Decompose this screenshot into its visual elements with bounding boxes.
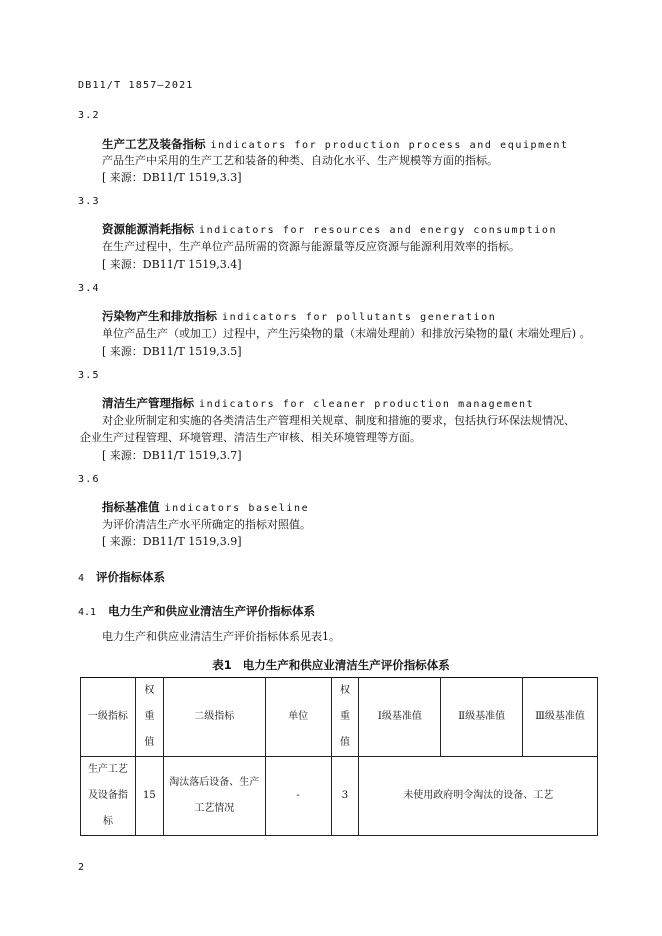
header-weight1-char: 值 [144,737,155,748]
header-weight1 [135,678,163,757]
table-row [81,757,598,836]
header-baseline-2: Ⅱ级基准值 [441,678,523,757]
header-weight2 [331,678,359,757]
subsection-heading [78,603,315,619]
term-source: [ 来源：DB11/T 1519,3.9] [102,535,242,548]
term-en: indicators for pollutants generation [222,312,497,323]
indicator-table [80,677,598,836]
term-definition: 对企业所制定和实施的各类清洁生产管理相关规章、制度和措施的要求，包括执行环保法规情况、 [102,414,575,427]
section-heading [78,569,165,585]
term-source: [ 来源：DB11/T 1519,3.4] [102,258,242,271]
term-cn: 生产工艺及装备指标 [102,137,206,151]
table-caption-number: 表1 [212,658,232,672]
term-definition: 产品生产中采用的生产工艺和装备的种类、自动化水平、生产规模等方面的指标。 [102,154,498,167]
term-source: [ 来源：DB11/T 1519,3.5] [102,345,242,358]
header-level2: 二级指标 [163,678,265,757]
header-baseline-1: Ⅰ级基准值 [359,678,441,757]
subsection-number: 4.1 [78,607,97,618]
header-weight2-char: 重 [339,711,350,722]
cell-level1-line: 生产工艺 [87,764,128,775]
cell-level2 [163,757,265,836]
term-en: indicators for resources and energy consumption [199,225,558,236]
header-baseline-3: Ⅲ级基准值 [523,678,598,757]
header-unit: 单位 [265,678,331,757]
table-caption [0,657,662,673]
term-title [102,136,569,152]
term-cn: 污染物产生和排放指标 [102,309,217,323]
cell-weight1: 15 [135,757,163,836]
table-header-row [81,678,598,757]
term-number: 3.4 [78,283,100,294]
header-weight1-char: 权 [144,685,155,696]
header-level1: 一级指标 [81,678,136,757]
cell-level2-line: 工艺情况 [194,803,235,814]
term-source: [ 来源：DB11/T 1519,3.3] [102,171,242,184]
section-title: 评价指标体系 [96,570,166,584]
cell-level2-line: 淘汰落后设备、生产 [169,777,260,788]
term-source: [ 来源：DB11/T 1519,3.7] [102,449,242,462]
document-code: DB11/T 1857—2021 [78,80,194,91]
term-definition: 为评价清洁生产水平所确定的指标对照值。 [102,518,311,531]
term-cn: 指标基准值 [102,500,160,514]
header-weight1-char: 重 [144,711,155,722]
term-number: 3.6 [78,474,100,485]
table-caption-title: 电力生产和供应业清洁生产评价指标体系 [242,658,450,672]
section-body: 电力生产和供应业清洁生产评价指标体系见表1。 [102,630,340,643]
term-cn: 资源能源消耗指标 [102,222,194,236]
cell-level1 [81,757,136,836]
term-definition: 在生产过程中，生产单位产品所需的资源与能源量等反应资源与能源利用效率的指标。 [102,240,520,253]
term-en: indicators for production process and equipment [210,140,569,151]
term-title [102,308,496,324]
term-en: indicators baseline [164,503,310,514]
cell-baseline: 未使用政府明令淘汰的设备、工艺 [359,757,598,836]
cell-unit: - [265,757,331,836]
term-title [102,221,557,237]
page-number: 2 [78,862,86,873]
term-number: 3.2 [78,110,100,121]
subsection-title: 电力生产和供应业清洁生产评价指标体系 [108,604,316,618]
cell-level1-line: 及设备指 [87,790,128,801]
term-title [102,499,309,515]
section-number: 4 [78,573,85,584]
term-title [102,395,534,411]
term-en: indicators for cleaner production management [199,399,535,410]
header-weight2-char: 值 [339,737,350,748]
term-definition: 单位产品生产（或加工）过程中，产生污染物的量（末端处理前）和排放污染物的量( 末端处理后) 。 [102,327,591,340]
term-number: 3.3 [78,196,100,207]
header-weight2-char: 权 [339,685,350,696]
term-definition-continued: 企业生产过程管理、环境管理、清洁生产审核、相关环境管理等方面。 [80,431,421,444]
term-cn: 清洁生产管理指标 [102,396,194,410]
term-number: 3.5 [78,370,100,381]
cell-weight2: 3 [331,757,359,836]
cell-level1-line: 标 [102,816,113,827]
